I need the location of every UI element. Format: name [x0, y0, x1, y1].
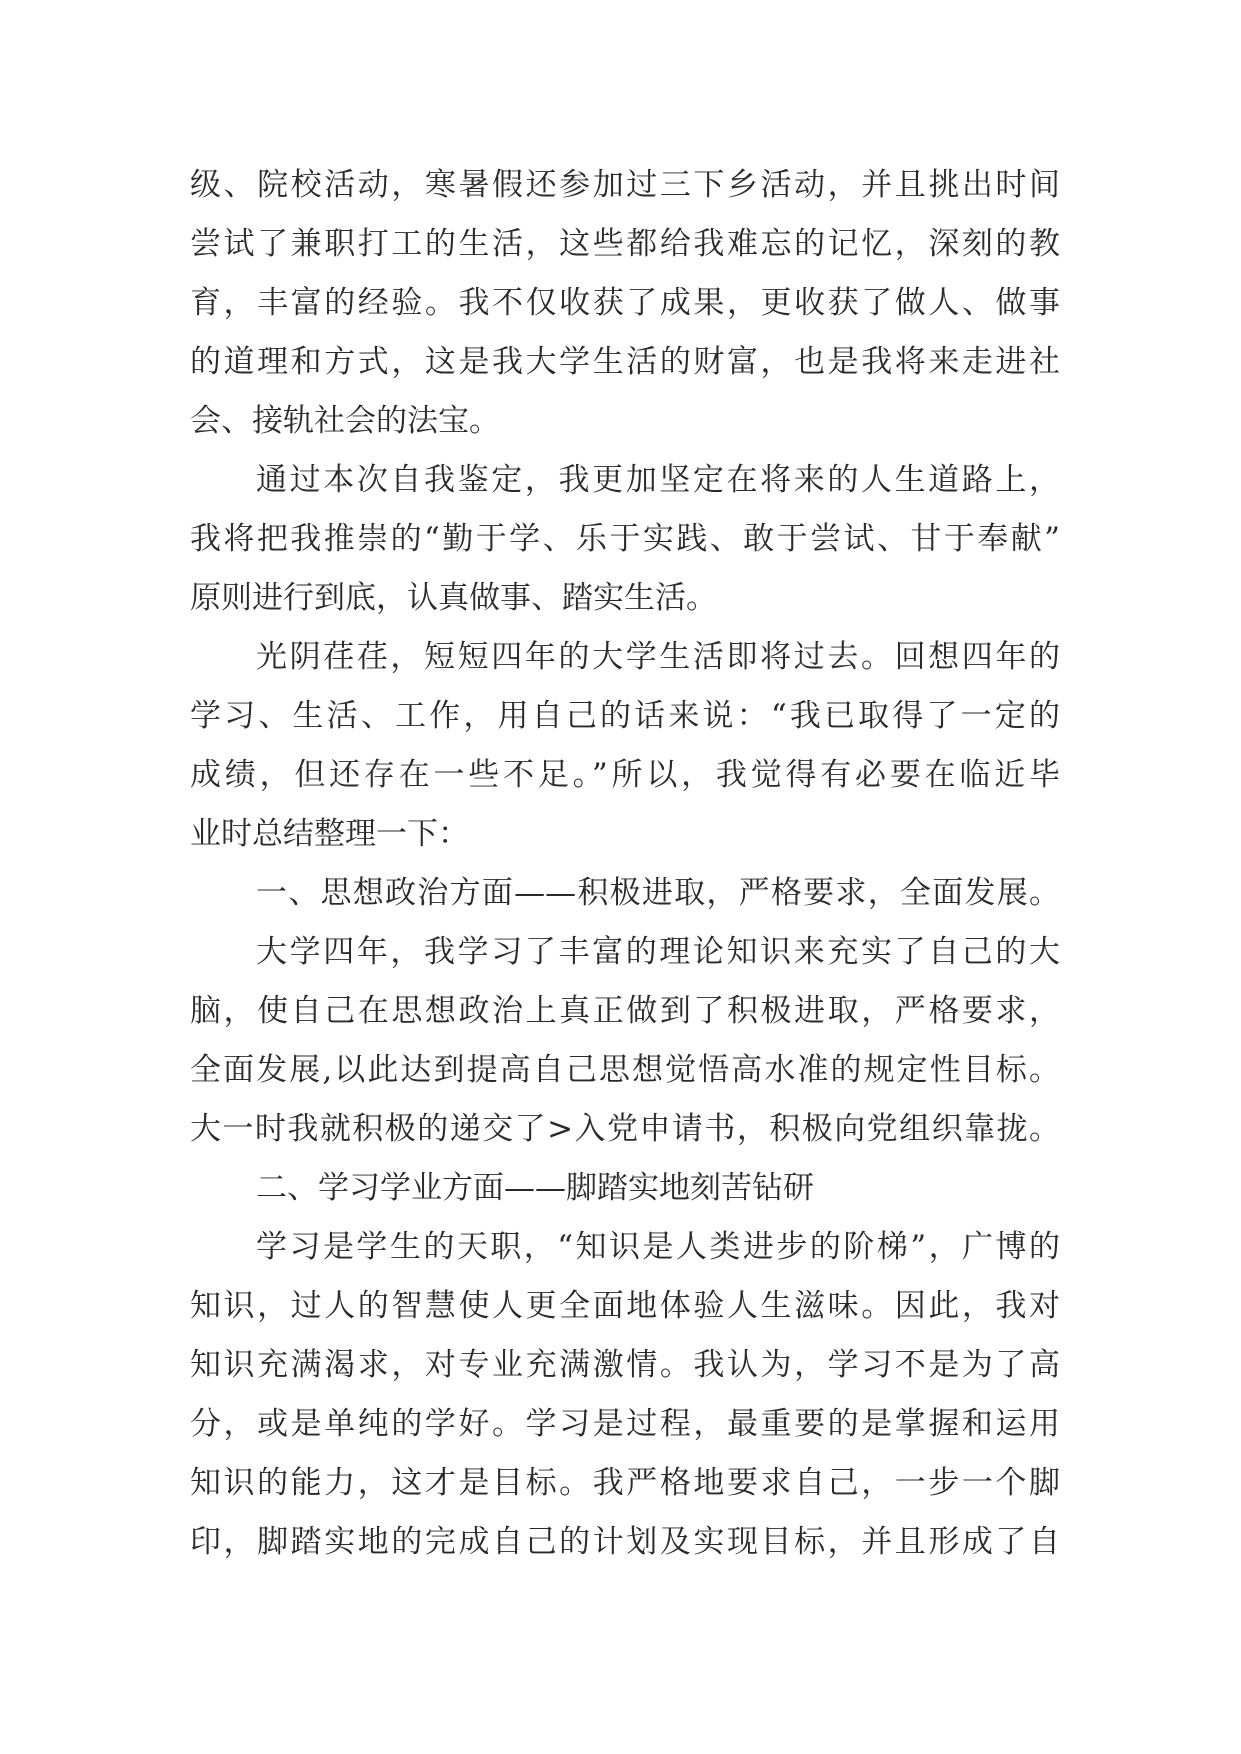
text-line: 尝试了兼职打工的生活，这些都给我难忘的记忆，深刻的教 [190, 226, 1060, 262]
text-line: 会、接轨社会的法宝。 [190, 403, 500, 439]
text-line: 的道理和方式，这是我大学生活的财富，也是我将来走进社 [190, 344, 1060, 380]
document-body [190, 156, 1060, 1572]
text-line: 级、院校活动，寒暑假还参加过三下乡活动，并且挑出时间 [190, 167, 1060, 203]
text-line: 知识的能力，这才是目标。我严格地要求自己，一步一个脚 [190, 1465, 1060, 1501]
text-line: 全面发展,以此达到提高自己思想觉悟高水准的规定性目标。 [190, 1052, 1060, 1088]
text-line: 分，或是单纯的学好。学习是过程，最重要的是掌握和运用 [190, 1406, 1060, 1442]
text-line: 脑，使自己在思想政治上真正做到了积极进取，严格要求， [190, 993, 1060, 1029]
text-line: 学习是学生的天职，“知识是人类进步的阶梯”，广博的 [256, 1229, 1060, 1265]
text-line: 通过本次自我鉴定，我更加坚定在将来的人生道路上， [256, 462, 1060, 498]
text-line: 知识，过人的智慧使人更全面地体验人生滋味。因此，我对 [190, 1288, 1060, 1324]
text-line: 大一时我就积极的递交了>入党申请书，积极向党组织靠拢。 [190, 1111, 1060, 1147]
text-line: 原则进行到底，认真做事、踏实生活。 [190, 580, 717, 616]
text-line: 业时总结整理一下： [190, 816, 469, 852]
text-line: 学习、生活、工作，用自己的话来说：“我已取得了一定的 [190, 698, 1060, 734]
section-heading: 一、思想政治方面——积极进取，严格要求，全面发展。 [256, 875, 1060, 911]
text-line: 光阴荏荏，短短四年的大学生活即将过去。回想四年的 [256, 639, 1060, 675]
text-line: 知识充满渴求，对专业充满激情。我认为，学习不是为了高 [190, 1347, 1060, 1383]
text-line: 印，脚踏实地的完成自己的计划及实现目标，并且形成了自 [190, 1524, 1060, 1560]
text-line: 我将把我推崇的“勤于学、乐于实践、敢于尝试、甘于奉献” [190, 521, 1060, 557]
text-line: 大学四年，我学习了丰富的理论知识来充实了自己的大 [256, 934, 1060, 970]
text-line: 育，丰富的经验。我不仅收获了成果，更收获了做人、做事 [190, 285, 1060, 321]
text-line: 成绩，但还存在一些不足。”所以，我觉得有必要在临近毕 [190, 757, 1060, 793]
section-heading: 二、学习学业方面——脚踏实地刻苦钻研 [256, 1170, 814, 1206]
